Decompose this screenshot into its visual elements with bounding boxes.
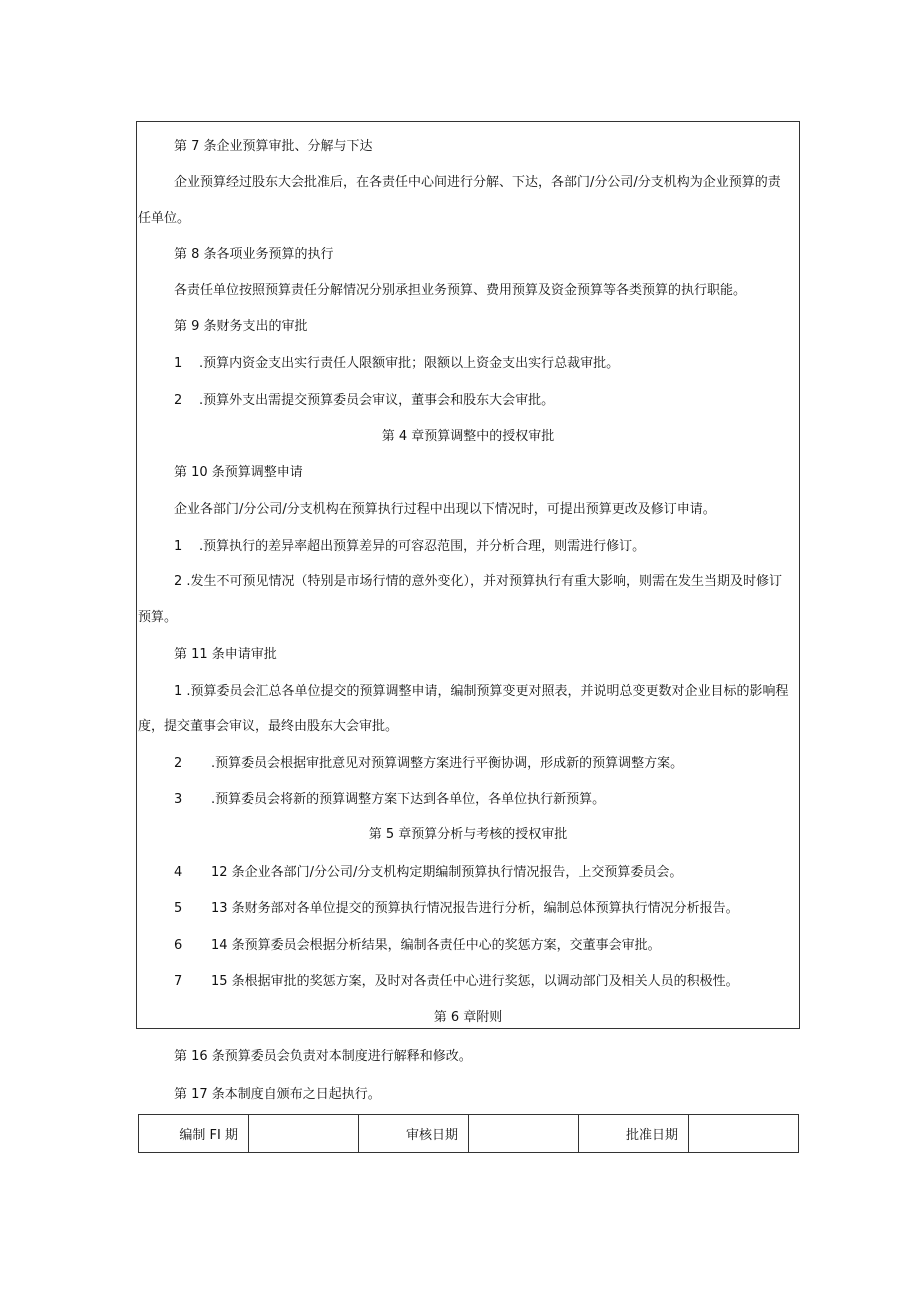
- article-11-item-1-cont: 度，提交董事会审议，最终由股东大会审批。: [138, 719, 399, 734]
- article-11-item-3: .预算委员会将新的预算调整方案下达到各单位，各单位执行新预算。: [211, 792, 606, 807]
- article-11-item-1: 1 .预算委员会汇总各单位提交的预算调整申请，编制预算变更对照表，并说明总变更数对企业目标的影响程: [174, 684, 789, 699]
- article-10-title: 第 10 条预算调整申请: [174, 465, 303, 480]
- chapter-5-item-5: 13 条财务部对各单位提交的预算执行情况报告进行分析，编制总体预算执行情况分析报告。: [211, 901, 739, 916]
- signature-row: [139, 1115, 799, 1153]
- approved-date-cell: [689, 1115, 799, 1153]
- prepared-date-cell: [249, 1115, 359, 1153]
- article-11-item-2-number: 2: [174, 756, 183, 771]
- article-10-item-2: 2 .发生不可预见情况（特别是市场行情的意外变化），并对预算执行有重大影响，则需在发生当期及时修订: [174, 574, 783, 589]
- chapter-5-item-7-number: 7: [174, 974, 183, 989]
- article-9-item-1-number: 1: [174, 356, 183, 371]
- article-7-paragraph-cont: 任单位。: [138, 211, 191, 226]
- article-9-title: 第 9 条财务支出的审批: [174, 319, 308, 334]
- article-8-paragraph: 各责任单位按照预算责任分解情况分别承担业务预算、费用预算及资金预算等各类预算的执行职能。: [174, 283, 747, 298]
- article-11-item-3-number: 3: [174, 792, 183, 807]
- chapter-5-item-7: 15 条根据审批的奖惩方案，及时对各责任中心进行奖惩，以调动部门及相关人员的积极性。: [211, 974, 739, 989]
- article-11-item-2: .预算委员会根据审批意见对预算调整方案进行平衡协调，形成新的预算调整方案。: [211, 756, 684, 771]
- article-11-title: 第 11 条申请审批: [174, 647, 277, 662]
- chapter-5-item-4: 12 条企业各部门/分公司/分支机构定期编制预算执行情况报告，上交预算委员会。: [211, 865, 683, 880]
- article-10-item-1: .预算执行的差异率超出预算差异的可容忍范围，并分析合理，则需进行修订。: [199, 539, 646, 554]
- approved-date-label: 批准日期: [579, 1115, 689, 1153]
- article-10-item-2-cont: 预算。: [138, 610, 178, 625]
- chapter-5-title: 第 5 章预算分析与考核的授权审批: [368, 827, 568, 842]
- article-7-paragraph: 企业预算经过股东大会批准后，在各责任中心间进行分解、下达，各部门/分公司/分支机构为企业预算的责: [174, 175, 781, 190]
- article-17: 第 17 条本制度自颁布之日起执行。: [174, 1087, 381, 1102]
- article-16: 第 16 条预算委员会负责对本制度进行解释和修改。: [174, 1049, 472, 1064]
- article-10-item-1-number: 1: [174, 539, 183, 554]
- chapter-6-title: 第 6 章附则: [433, 1010, 503, 1025]
- reviewed-date-cell: [469, 1115, 579, 1153]
- signature-table: [138, 1114, 799, 1153]
- article-9-item-1: .预算内资金支出实行责任人限额审批；限额以上资金支出实行总裁审批。: [199, 356, 620, 371]
- chapter-4-title: 第 4 章预算调整中的授权审批: [381, 429, 555, 444]
- article-9-item-2-number: 2: [174, 393, 183, 408]
- chapter-5-item-4-number: 4: [174, 865, 183, 880]
- prepared-date-label: 编制 FI 期: [139, 1115, 249, 1153]
- article-7-title: 第 7 条企业预算审批、分解与下达: [174, 139, 373, 154]
- reviewed-date-label: 审核日期: [359, 1115, 469, 1153]
- article-9-item-2: .预算外支出需提交预算委员会审议，董事会和股东大会审批。: [199, 393, 555, 408]
- article-8-title: 第 8 条各项业务预算的执行: [174, 247, 334, 262]
- chapter-5-item-6: 14 条预算委员会根据分析结果，编制各责任中心的奖惩方案，交董事会审批。: [211, 938, 661, 953]
- chapter-5-item-5-number: 5: [174, 901, 183, 916]
- article-10-paragraph: 企业各部门/分公司/分支机构在预算执行过程中出现以下情况时，可提出预算更改及修订申请。: [174, 502, 716, 517]
- chapter-5-item-6-number: 6: [174, 938, 183, 953]
